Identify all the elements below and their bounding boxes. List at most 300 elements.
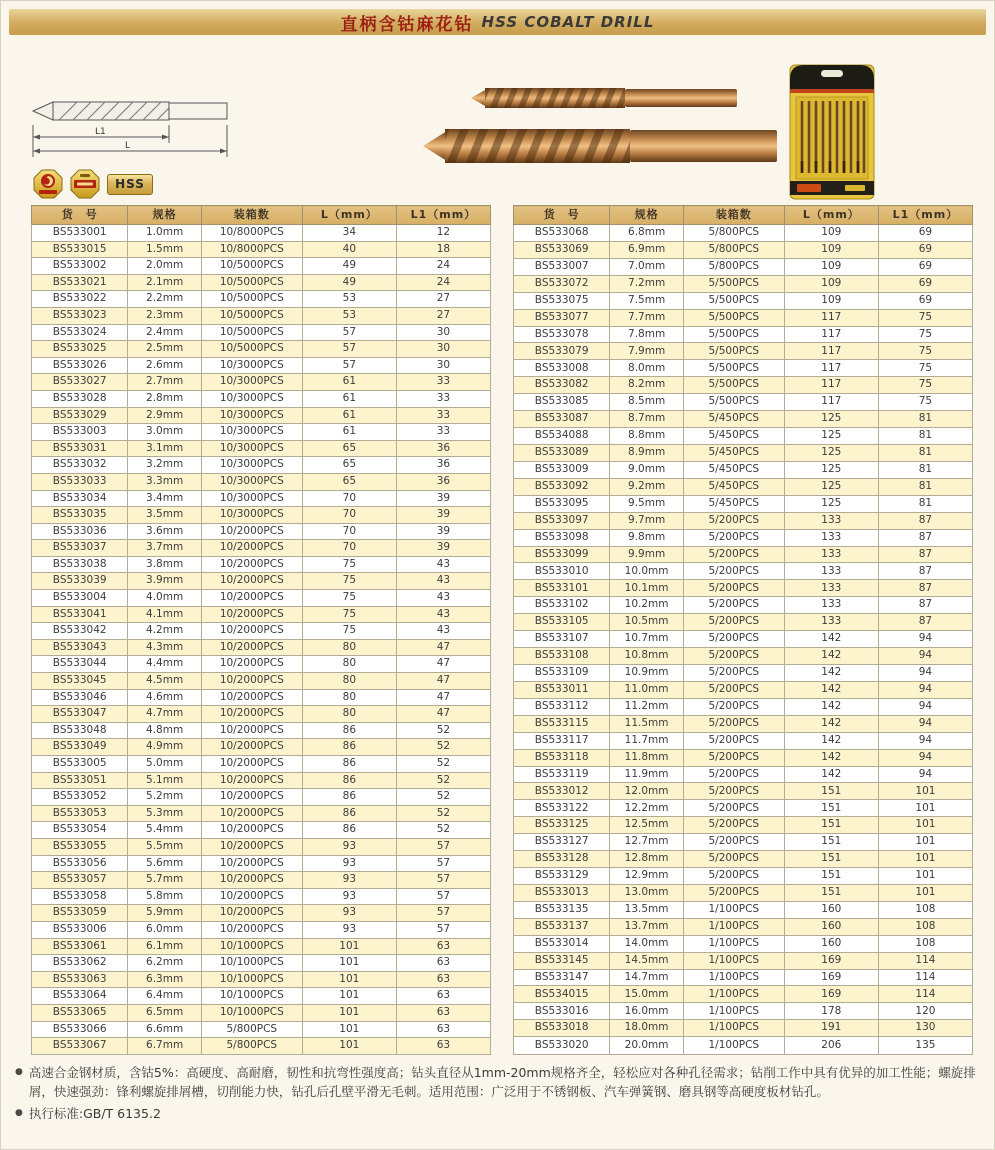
drill-bit-photo-large [423,125,779,167]
product-package-photo [789,61,875,201]
page-title-en: HSS COBALT DRILL [481,13,655,31]
table-row [514,935,973,952]
cell-length: 40 [302,241,396,258]
cell-packing: 10/3000PCS [201,490,302,507]
cell-packing: 10/2000PCS [201,739,302,756]
cell-packing: 5/200PCS [683,563,784,580]
cell-packing: 5/450PCS [683,428,784,445]
cell-packing: 10/2000PCS [201,888,302,905]
cell-item-no: BS533041 [32,606,128,623]
cell-length: 169 [784,969,878,986]
table-row [514,225,973,242]
cell-spec: 20.0mm [610,1037,683,1054]
table-row [514,258,973,275]
cell-length: 151 [784,868,878,885]
cell-item-no: BS533049 [32,739,128,756]
cell-spec: 4.7mm [128,706,201,723]
cell-spec: 6.0mm [128,921,201,938]
cell-length: 151 [784,834,878,851]
cell-item-no: BS533025 [32,341,128,358]
table-row [32,540,491,557]
cell-item-no: BS533082 [514,377,610,394]
table-row [514,631,973,648]
cell-packing: 10/2000PCS [201,772,302,789]
table-row [32,955,491,972]
cell-item-no: BS533023 [32,307,128,324]
table-header-row [514,206,973,225]
cell-item-no: BS533078 [514,326,610,343]
table-row [514,241,973,258]
cell-length: 101 [302,1021,396,1038]
cell-packing: 5/200PCS [683,698,784,715]
cell-packing: 10/3000PCS [201,390,302,407]
cell-length: 101 [302,1038,396,1055]
cell-item-no: BS533048 [32,722,128,739]
table-row [514,292,973,309]
cell-item-no: BS533016 [514,1003,610,1020]
cell-length: 101 [302,988,396,1005]
table-row [514,952,973,969]
cell-spec: 6.8mm [610,225,683,242]
cell-length: 93 [302,905,396,922]
cell-packing: 10/5000PCS [201,274,302,291]
cell-packing: 5/500PCS [683,326,784,343]
cell-flute-length: 94 [878,715,972,732]
cell-flute-length: 87 [878,614,972,631]
cell-spec: 3.4mm [128,490,201,507]
cell-packing: 5/450PCS [683,461,784,478]
cell-flute-length: 101 [878,868,972,885]
cell-packing: 10/3000PCS [201,424,302,441]
table-row [32,805,491,822]
cell-flute-length: 33 [396,407,490,424]
table-row [514,309,973,326]
cell-spec: 3.3mm [128,473,201,490]
cell-length: 80 [302,656,396,673]
cell-item-no: BS533005 [32,756,128,773]
cell-length: 142 [784,749,878,766]
cell-packing: 5/200PCS [683,868,784,885]
cell-flute-length: 63 [396,938,490,955]
cell-packing: 10/3000PCS [201,457,302,474]
cell-spec: 2.2mm [128,291,201,308]
table-row [32,706,491,723]
cell-item-no: BS533063 [32,971,128,988]
table-row [32,872,491,889]
table-row [514,749,973,766]
cell-spec: 8.8mm [610,428,683,445]
cell-item-no: BS533039 [32,573,128,590]
cell-flute-length: 43 [396,573,490,590]
cell-item-no: BS533147 [514,969,610,986]
table-row [514,800,973,817]
cell-flute-length: 52 [396,739,490,756]
product-photos [421,73,781,183]
cell-flute-length: 69 [878,275,972,292]
cell-flute-length: 94 [878,732,972,749]
cell-length: 169 [784,952,878,969]
cell-item-no: BS533032 [32,457,128,474]
cell-flute-length: 75 [878,343,972,360]
cell-item-no: BS533056 [32,855,128,872]
table-row [32,374,491,391]
cell-flute-length: 27 [396,307,490,324]
cell-item-no: BS533006 [32,921,128,938]
cell-flute-length: 63 [396,1021,490,1038]
cell-flute-length: 52 [396,772,490,789]
cell-length: 142 [784,631,878,648]
hss-material-badge: HSS [107,174,153,195]
table-row [514,614,973,631]
cell-spec: 12.5mm [610,817,683,834]
cell-length: 86 [302,805,396,822]
cell-packing: 10/3000PCS [201,357,302,374]
cell-flute-length: 52 [396,822,490,839]
cell-item-no: BS533010 [514,563,610,580]
cell-flute-length: 94 [878,664,972,681]
table-header-row [32,206,491,225]
cell-flute-length: 114 [878,969,972,986]
cell-packing: 10/2000PCS [201,639,302,656]
cell-item-no: BS533108 [514,648,610,665]
cell-item-no: BS533117 [514,732,610,749]
cell-flute-length: 39 [396,523,490,540]
cell-packing: 5/200PCS [683,664,784,681]
cell-flute-length: 33 [396,374,490,391]
table-row [514,698,973,715]
cell-spec: 2.0mm [128,258,201,275]
cell-spec: 4.4mm [128,656,201,673]
cell-spec: 9.8mm [610,529,683,546]
cell-spec: 8.2mm [610,377,683,394]
cell-flute-length: 81 [878,495,972,512]
cell-length: 142 [784,766,878,783]
cell-item-no: BS534015 [514,986,610,1003]
table-row [514,834,973,851]
table-row [32,988,491,1005]
cell-item-no: BS533021 [32,274,128,291]
cell-flute-length: 57 [396,905,490,922]
cell-item-no: BS533128 [514,851,610,868]
note-standard [15,1104,980,1123]
cell-length: 151 [784,800,878,817]
cell-packing: 10/2000PCS [201,722,302,739]
badge-row [33,169,153,199]
cell-item-no: BS533072 [514,275,610,292]
cell-item-no: BS533055 [32,838,128,855]
cell-flute-length: 39 [396,490,490,507]
cell-item-no: BS533115 [514,715,610,732]
cell-packing: 5/200PCS [683,648,784,665]
table-row [32,722,491,739]
cell-item-no: BS533092 [514,478,610,495]
cell-spec: 5.4mm [128,822,201,839]
cell-flute-length: 12 [396,225,490,242]
cell-packing: 10/1000PCS [201,1004,302,1021]
cell-flute-length: 33 [396,424,490,441]
cell-spec: 3.6mm [128,523,201,540]
cell-packing: 10/2000PCS [201,573,302,590]
cell-length: 93 [302,921,396,938]
cell-packing: 5/500PCS [683,394,784,411]
cell-packing: 5/200PCS [683,631,784,648]
cell-flute-length: 75 [878,377,972,394]
cell-item-no: BS533127 [514,834,610,851]
table-row [32,590,491,607]
cell-item-no: BS533051 [32,772,128,789]
cell-item-no: BS533002 [32,258,128,275]
cell-length: 109 [784,275,878,292]
cell-length: 151 [784,817,878,834]
cell-packing: 10/2000PCS [201,673,302,690]
table-row [32,739,491,756]
table-row [32,507,491,524]
cell-spec: 4.2mm [128,623,201,640]
table-row [32,523,491,540]
cell-length: 142 [784,681,878,698]
cell-flute-length: 36 [396,440,490,457]
cell-packing: 5/800PCS [683,241,784,258]
table-row [32,938,491,955]
cell-packing: 5/450PCS [683,444,784,461]
cell-packing: 5/200PCS [683,800,784,817]
cell-flute-length: 81 [878,444,972,461]
cell-length: 75 [302,623,396,640]
cell-item-no: BS533065 [32,1004,128,1021]
cell-length: 86 [302,772,396,789]
cell-packing: 1/100PCS [683,901,784,918]
cell-spec: 7.5mm [610,292,683,309]
cell-packing: 10/2000PCS [201,623,302,640]
cell-spec: 18.0mm [610,1020,683,1037]
table-row [514,817,973,834]
cell-length: 125 [784,444,878,461]
cell-spec: 10.7mm [610,631,683,648]
cell-item-no: BS533109 [514,664,610,681]
cell-packing: 5/200PCS [683,749,784,766]
cell-item-no: BS533015 [32,241,128,258]
table-row [514,512,973,529]
cell-length: 142 [784,715,878,732]
cell-flute-length: 87 [878,529,972,546]
cell-length: 53 [302,291,396,308]
cell-item-no: BS533028 [32,390,128,407]
cell-item-no: BS533061 [32,938,128,955]
cell-flute-length: 52 [396,805,490,822]
cell-item-no: BS533098 [514,529,610,546]
table-row [32,556,491,573]
table-row [514,428,973,445]
table-row [32,971,491,988]
drill-bit-photo-small [471,85,739,111]
cell-length: 34 [302,225,396,242]
cell-packing: 10/2000PCS [201,606,302,623]
cell-packing: 5/200PCS [683,884,784,901]
table-row [32,673,491,690]
table-row [32,390,491,407]
cell-length: 86 [302,722,396,739]
cell-spec: 6.7mm [128,1038,201,1055]
cell-spec: 5.3mm [128,805,201,822]
table-row [32,789,491,806]
cell-flute-length: 63 [396,1038,490,1055]
cell-packing: 5/200PCS [683,732,784,749]
cell-packing: 5/450PCS [683,495,784,512]
cell-spec: 2.3mm [128,307,201,324]
cell-flute-length: 101 [878,834,972,851]
cell-length: 70 [302,507,396,524]
cell-flute-length: 120 [878,1003,972,1020]
table-row [514,546,973,563]
table-row [514,986,973,1003]
cell-flute-length: 18 [396,241,490,258]
table-row [514,597,973,614]
cell-packing: 5/450PCS [683,478,784,495]
cell-length: 142 [784,698,878,715]
cell-flute-length: 36 [396,457,490,474]
table-row [32,606,491,623]
cell-packing: 5/800PCS [683,258,784,275]
cell-spec: 11.2mm [610,698,683,715]
cell-item-no: BS533014 [514,935,610,952]
cell-item-no: BS533045 [32,673,128,690]
cell-spec: 3.7mm [128,540,201,557]
cell-spec: 2.4mm [128,324,201,341]
table-row [32,921,491,938]
cell-length: 53 [302,307,396,324]
cell-length: 80 [302,689,396,706]
cell-packing: 10/2000PCS [201,805,302,822]
quality-seal-badge-1 [33,169,63,199]
cell-flute-length: 75 [878,309,972,326]
cell-packing: 10/2000PCS [201,855,302,872]
cell-packing: 5/500PCS [683,309,784,326]
cell-item-no: BS533022 [32,291,128,308]
cell-packing: 10/2000PCS [201,838,302,855]
cell-spec: 13.0mm [610,884,683,901]
cell-flute-length: 114 [878,952,972,969]
bullet-icon: ● [15,1107,23,1118]
page-title-bar [9,9,986,35]
cell-packing: 5/200PCS [683,681,784,698]
cell-spec: 4.0mm [128,590,201,607]
dim-label-l1: L1 [95,127,106,137]
cell-flute-length: 69 [878,225,972,242]
cell-spec: 8.0mm [610,360,683,377]
cell-spec: 4.9mm [128,739,201,756]
cell-spec: 6.1mm [128,938,201,955]
cell-item-no: BS533013 [514,884,610,901]
table-row [514,664,973,681]
cell-length: 160 [784,901,878,918]
table-row [32,689,491,706]
cell-flute-length: 27 [396,291,490,308]
cell-flute-length: 43 [396,623,490,640]
cell-packing: 5/450PCS [683,411,784,428]
cell-item-no: BS533033 [32,473,128,490]
cell-flute-length: 57 [396,888,490,905]
cell-flute-length: 52 [396,722,490,739]
cell-item-no: BS533087 [514,411,610,428]
cell-spec: 12.0mm [610,783,683,800]
cell-spec: 6.4mm [128,988,201,1005]
cell-spec: 5.5mm [128,838,201,855]
cell-spec: 10.5mm [610,614,683,631]
cell-flute-length: 75 [878,326,972,343]
cell-length: 125 [784,411,878,428]
table-row [32,1004,491,1021]
cell-item-no: BS533118 [514,749,610,766]
cell-item-no: BS533001 [32,225,128,242]
cell-length: 61 [302,424,396,441]
cell-spec: 9.5mm [610,495,683,512]
cell-length: 133 [784,512,878,529]
cell-flute-length: 24 [396,258,490,275]
cell-item-no: BS533044 [32,656,128,673]
cell-packing: 1/100PCS [683,918,784,935]
cell-length: 133 [784,614,878,631]
cell-spec: 3.5mm [128,507,201,524]
cell-length: 151 [784,783,878,800]
table-row [514,563,973,580]
cell-flute-length: 57 [396,872,490,889]
cell-length: 65 [302,457,396,474]
cell-length: 125 [784,428,878,445]
cell-length: 125 [784,461,878,478]
table-row [514,884,973,901]
cell-flute-length: 87 [878,580,972,597]
cell-length: 93 [302,838,396,855]
cell-flute-length: 69 [878,292,972,309]
cell-item-no: BS533101 [514,580,610,597]
cell-item-no: BS533064 [32,988,128,1005]
cell-item-no: BS533053 [32,805,128,822]
cell-spec: 10.0mm [610,563,683,580]
cell-packing: 5/200PCS [683,715,784,732]
cell-flute-length: 108 [878,935,972,952]
cell-length: 151 [784,851,878,868]
cell-length: 75 [302,590,396,607]
cell-item-no: BS533008 [514,360,610,377]
table-row [32,258,491,275]
page-title-cn: 直柄含钴麻花钻 [340,14,474,35]
cell-spec: 3.1mm [128,440,201,457]
cell-spec: 2.1mm [128,274,201,291]
cell-flute-length: 47 [396,639,490,656]
cell-flute-length: 47 [396,673,490,690]
table-row [514,918,973,935]
cell-length: 65 [302,473,396,490]
cell-length: 117 [784,309,878,326]
cell-spec: 6.5mm [128,1004,201,1021]
cell-spec: 7.8mm [610,326,683,343]
table-row [514,783,973,800]
cell-item-no: BS533085 [514,394,610,411]
cell-length: 117 [784,394,878,411]
cell-packing: 10/8000PCS [201,225,302,242]
cell-length: 86 [302,739,396,756]
cell-length: 133 [784,563,878,580]
cell-packing: 10/5000PCS [201,291,302,308]
cell-spec: 1.5mm [128,241,201,258]
cell-length: 101 [302,971,396,988]
cell-packing: 5/200PCS [683,851,784,868]
cell-spec: 8.7mm [610,411,683,428]
cell-flute-length: 52 [396,789,490,806]
table-row [32,905,491,922]
cell-spec: 4.3mm [128,639,201,656]
table-row [514,275,973,292]
